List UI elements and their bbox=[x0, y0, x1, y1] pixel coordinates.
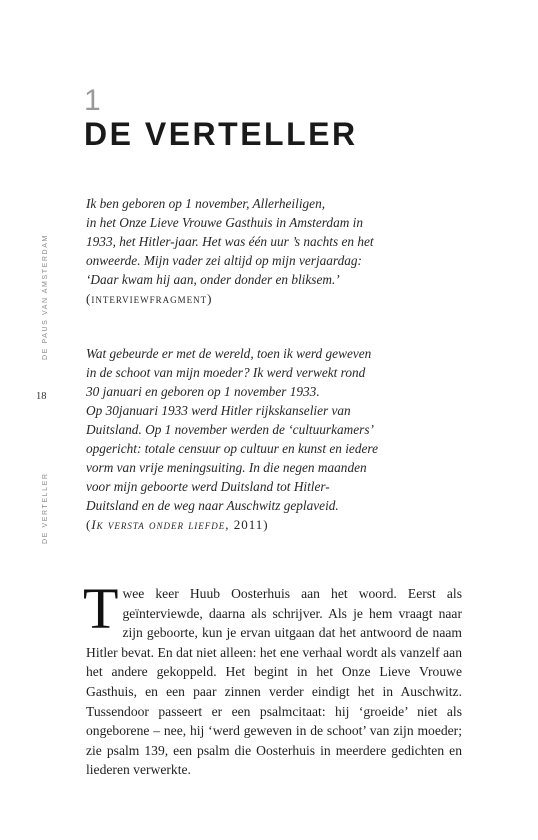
quote-line: Duitsland en de weg naar Auschwitz geplaveid. bbox=[86, 498, 339, 513]
quote-line: in de schoot van mijn moeder? Ik werd verwekt rond bbox=[86, 365, 366, 380]
running-head-chapter: DE VERTELLER bbox=[42, 472, 49, 544]
quote-line: 1933, het Hitler-jaar. Het was één uur ’s nachts en het bbox=[86, 234, 374, 249]
quote-line: in het Onze Lieve Vrouwe Gasthuis in Amsterdam in bbox=[86, 215, 363, 230]
quote-source: (interviewfragment) bbox=[86, 291, 213, 306]
body-paragraph bbox=[83, 576, 462, 780]
chapter-title: DE VERTELLER bbox=[84, 116, 358, 152]
body-text: wee keer Huub Oosterhuis aan het woord. Eerst als geïnterviewde, daarna als schrijver. Als je hem vraagt naar zijn geboorte, kun je ervan uitgaan dat het antwoord de naam Hitler bevat. En dat niet alleen: het ene verhaal wordt als vanzelf aan het andere gekoppeld. Het begint in het Onze Lieve Vrouwe Gasthuis, en een paar zinnen verder eindigt het in Auschwitz. Tussendoor passeert er een psalmcitaat: hij ‘groeide’ niet als ongeborene – nee, hij ‘werd geweven in de schoot’ van zijn moeder; zie psalm 139, een psalm die Oosterhuis in meerdere gedichten en liederen verwerkte. bbox=[86, 586, 462, 778]
quote-line: onweerde. Mijn vader zei altijd op mijn verjaardag: bbox=[86, 253, 362, 268]
quote-line: opgericht: totale censuur op cultuur en kunst en iedere bbox=[86, 441, 378, 456]
page-number: 18 bbox=[36, 391, 47, 402]
epigraph-quote-2 bbox=[86, 344, 426, 534]
quote-line: ‘Daar kwam hij aan, onder donder en bliksem.’ bbox=[86, 272, 340, 287]
quote-line: 30 januari en geboren op 1 november 1933. bbox=[86, 384, 320, 399]
quote-source bbox=[86, 515, 426, 534]
source-paren: ( bbox=[86, 517, 92, 532]
drop-cap: T bbox=[83, 576, 119, 641]
chapter-number: 1 bbox=[84, 84, 101, 117]
epigraph-quote-1 bbox=[86, 194, 426, 308]
quote-line: Ik ben geboren op 1 november, Allerheiligen, bbox=[86, 196, 326, 211]
running-head-book-title: DE PAUS VAN AMSTERDAM bbox=[42, 234, 49, 360]
quote-line: Op 30januari 1933 werd Hitler rijkskanselier van bbox=[86, 403, 351, 418]
quote-line: Duitsland. Op 1 november werden de ‘cultuurkamers’ bbox=[86, 422, 374, 437]
source-year: , 2011) bbox=[225, 517, 269, 532]
quote-line: voor mijn geboorte werd Duitsland tot Hitler- bbox=[86, 479, 330, 494]
quote-line: vorm van vrije meningsuiting. In die negen maanden bbox=[86, 460, 367, 475]
quote-line: Wat gebeurde er met de wereld, toen ik werd geweven bbox=[86, 346, 372, 361]
source-title: Ik versta onder liefde bbox=[91, 517, 226, 532]
